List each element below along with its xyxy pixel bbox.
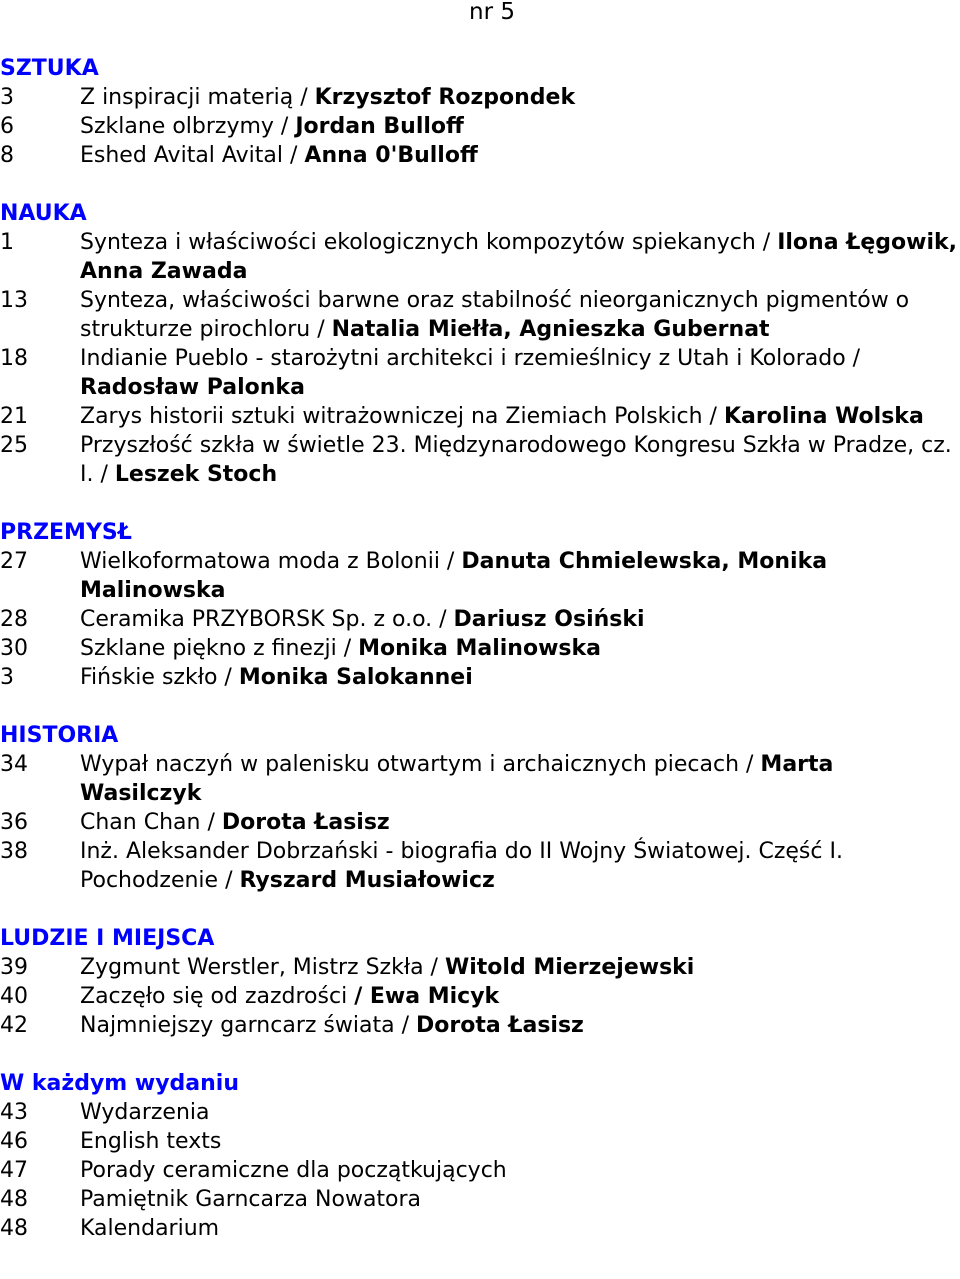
entry-text	[80, 1156, 958, 1185]
entry-page-number: 3	[0, 85, 14, 110]
entry-title: Porady ceramiczne dla początkujących	[80, 1158, 507, 1183]
entry-title: English texts	[80, 1129, 222, 1154]
toc-entry	[0, 344, 958, 402]
section-title: SZTUKA	[0, 56, 99, 81]
entry-author: Krzysztof Rozpondek	[314, 85, 576, 110]
entry-author: Danuta Chmielewska, Monika Malinowska	[80, 549, 828, 603]
entry-page-number: 39	[0, 955, 28, 980]
toc-entry	[0, 1127, 958, 1156]
entry-title: Wypał naczyń w palenisku otwartym i archaicznych piecach /	[80, 752, 761, 777]
toc-entry	[0, 605, 958, 634]
entry-text	[80, 634, 958, 663]
toc-entry	[0, 547, 958, 605]
entry-text	[80, 1011, 958, 1040]
entry-page-number: 30	[0, 636, 28, 661]
entry-page-number: 38	[0, 839, 28, 864]
toc-entry	[0, 808, 958, 837]
entry-title: Szklane olbrzymy /	[80, 114, 296, 139]
entry-title: Wielkoformatowa moda z Bolonii /	[80, 549, 462, 574]
entry-page-number: 28	[0, 607, 28, 632]
entry-text	[80, 953, 958, 982]
entry-page-number: 18	[0, 346, 28, 371]
entry-page-number: 13	[0, 288, 28, 313]
entry-text	[80, 112, 958, 141]
entry-author: Natalia Miełła, Agnieszka Gubernat	[331, 317, 770, 342]
toc-entry	[0, 1214, 958, 1243]
toc-entry	[0, 982, 958, 1011]
entry-author: Jordan Bulloff	[295, 114, 464, 139]
toc-entry	[0, 1185, 958, 1214]
entry-title: Inż. Aleksander Dobrzański - biografia do II Wojny Światowej. Część I. Pochodzenie /	[80, 839, 843, 893]
entry-text	[80, 663, 958, 692]
toc-section	[0, 924, 958, 1040]
entry-title: Chan Chan /	[80, 810, 222, 835]
entry-title: Ceramika PRZYBORSK Sp. z o.o. /	[80, 607, 454, 632]
entry-page-number: 46	[0, 1129, 28, 1154]
entry-title: Indianie Pueblo - starożytni architekci i rzemieślnicy z Utah i Kolorado /	[80, 346, 861, 371]
entry-page-number: 43	[0, 1100, 28, 1125]
table-of-contents	[0, 54, 958, 1272]
entry-author: Dariusz Osiński	[453, 607, 645, 632]
toc-entry	[0, 402, 958, 431]
entry-text	[80, 750, 958, 808]
entry-page-number: 6	[0, 114, 14, 139]
entry-page-number: 27	[0, 549, 28, 574]
entry-text	[80, 1127, 958, 1156]
entry-author: Dorota Łasisz	[221, 810, 390, 835]
section-title: HISTORIA	[0, 723, 119, 748]
entry-page-number: 1	[0, 230, 14, 255]
entry-author: Radosław Palonka	[80, 375, 305, 400]
entry-title: Najmniejszy garncarz świata /	[80, 1013, 416, 1038]
toc-entry	[0, 83, 958, 112]
entry-author: Karolina Wolska	[723, 404, 924, 429]
entry-title: Zarys historii sztuki witrażowniczej na Ziemiach Polskich /	[80, 404, 724, 429]
toc-entry	[0, 141, 958, 170]
toc-entry	[0, 663, 958, 692]
entry-title: Z inspiracji materią /	[80, 85, 315, 110]
entry-page-number: 40	[0, 984, 28, 1009]
entry-author: Monika Salokannei	[238, 665, 473, 690]
entry-title: Fińskie szkło /	[80, 665, 239, 690]
entry-author: / Ewa Micyk	[354, 984, 500, 1009]
entry-title: Synteza i właściwości ekologicznych kompozytów spiekanych /	[80, 230, 778, 255]
entry-author: Ilona Łęgowik, Anna Zawada	[80, 230, 957, 284]
toc-entry	[0, 228, 958, 286]
toc-entry	[0, 634, 958, 663]
section-title: NAUKA	[0, 201, 87, 226]
toc-entry	[0, 953, 958, 982]
entry-title: Pamiętnik Garncarza Nowatora	[80, 1187, 422, 1212]
entry-page-number: 8	[0, 143, 14, 168]
entry-title: Eshed Avital Avital /	[80, 143, 305, 168]
toc-entry	[0, 1156, 958, 1185]
entry-text	[80, 344, 958, 402]
entry-title: Przyszłość szkła w świetle 23. Międzynarodowego Kongresu Szkła w Pradze, cz. I. /	[80, 433, 952, 487]
entry-author: Ryszard Musiałowicz	[239, 868, 495, 893]
toc-section	[0, 1069, 958, 1243]
entry-text	[80, 547, 958, 605]
entry-title: Szklane piękno z finezji /	[80, 636, 359, 661]
entry-page-number: 42	[0, 1013, 28, 1038]
entry-text	[80, 286, 958, 344]
entry-text	[80, 808, 958, 837]
entry-text	[80, 228, 958, 286]
entry-title: Wydarzenia	[80, 1100, 210, 1125]
entry-author: Monika Malinowska	[358, 636, 601, 661]
entry-text	[80, 141, 958, 170]
entry-text	[80, 431, 958, 489]
entry-title: Kalendarium	[80, 1216, 220, 1241]
toc-entry	[0, 750, 958, 808]
entry-text	[80, 837, 958, 895]
entry-title: Synteza, właściwości barwne oraz stabilność nieorganicznych pigmentów o strukturze pirochloru /	[80, 288, 910, 342]
entry-page-number: 21	[0, 404, 28, 429]
entry-page-number: 48	[0, 1187, 28, 1212]
entry-page-number: 34	[0, 752, 28, 777]
entry-author: Anna 0'Bulloff	[304, 143, 478, 168]
toc-entry	[0, 431, 958, 489]
entry-author: Witold Mierzejewski	[444, 955, 695, 980]
entry-page-number: 25	[0, 433, 28, 458]
entry-page-number: 36	[0, 810, 28, 835]
toc-entry	[0, 1098, 958, 1127]
section-title: LUDZIE I MIEJSCA	[0, 926, 215, 951]
toc-entry	[0, 286, 958, 344]
entry-text	[80, 982, 958, 1011]
toc-entry	[0, 1011, 958, 1040]
toc-section	[0, 199, 958, 489]
section-title: W każdym wydaniu	[0, 1071, 240, 1096]
entry-title: Zaczęło się od zazdrości	[80, 984, 355, 1009]
entry-text	[80, 1214, 958, 1243]
entry-title: Zygmunt Werstler, Mistrz Szkła /	[80, 955, 445, 980]
entry-text	[80, 1185, 958, 1214]
entry-text	[80, 605, 958, 634]
entry-author: Dorota Łasisz	[415, 1013, 584, 1038]
toc-section	[0, 518, 958, 692]
issue-number: nr 5	[469, 0, 515, 25]
toc-section	[0, 54, 958, 170]
entry-author: Leszek Stoch	[114, 462, 278, 487]
entry-page-number: 47	[0, 1158, 28, 1183]
entry-text	[80, 402, 958, 431]
entry-text	[80, 83, 958, 112]
toc-section	[0, 721, 958, 895]
entry-author: Marta Wasilczyk	[80, 752, 834, 806]
section-title: PRZEMYSŁ	[0, 520, 132, 545]
entry-text	[80, 1098, 958, 1127]
entry-page-number: 3	[0, 665, 14, 690]
entry-page-number: 48	[0, 1216, 28, 1241]
toc-entry	[0, 837, 958, 895]
toc-entry	[0, 112, 958, 141]
